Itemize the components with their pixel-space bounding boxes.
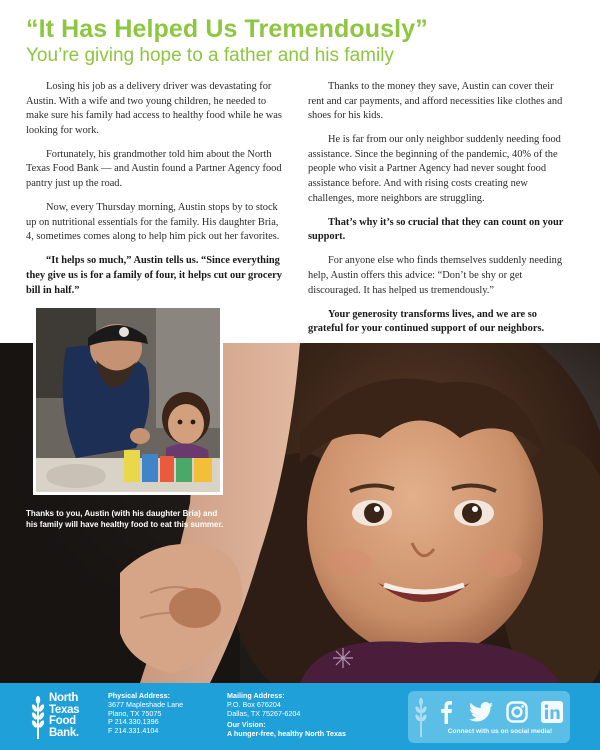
article-paragraph: Fortunately, his grandmother told him about the North Texas Food Bank — and Austin found a Partner Agency food pantry just up the road. <box>26 148 282 190</box>
logo-line: Bank. <box>49 726 79 739</box>
headline: “It Has Helped Us Tremendously” <box>26 15 428 43</box>
father-daughter-illustration <box>36 308 220 492</box>
article-callout: That’s why it’s so crucial that they can count on your support. <box>308 216 564 243</box>
physical-address-label: Physical Address: <box>108 691 171 700</box>
facebook-icon[interactable] <box>434 700 458 724</box>
twitter-icon[interactable] <box>469 700 493 724</box>
mailing-address <box>227 692 377 739</box>
article-column-right <box>308 80 570 346</box>
vision-text: A hunger-free, healthy North Texas <box>227 729 347 739</box>
wheat-watermark-icon <box>412 697 430 737</box>
photo-caption: Thanks to you, Austin (with his daughter Bria) and his family will have healthy food to eat this summer. <box>26 509 224 529</box>
footer <box>0 683 600 750</box>
address-line: P.O. Box 676204 <box>227 699 281 709</box>
article-paragraph: For anyone else who finds themselves suddenly needing help, Austin offers this advice: “Don’t be shy or get discouraged. It has helped us tremendously.” <box>308 255 563 296</box>
fax-number: F 214.331.4104 <box>108 726 159 736</box>
article-closing: Your generosity transforms lives, and we are so grateful for your continued support of our neighbors. <box>308 308 545 335</box>
address-line: Dallas, TX 75267-6204 <box>227 708 301 718</box>
article-paragraph: Losing his job as a delivery driver was devastating for Austin. With a wife and two young children, he needed to make sure his family had access to healthy food while he was looking for work. <box>26 81 282 136</box>
article-paragraph: He is far from our only neighbor suddenly needing food assistance. Since the beginning of the pandemic, 40% of the people who visit a Partner Agency had never sought food assistance before. And with rising costs creating new challenges, more neighbors are struggling. <box>308 134 561 204</box>
logo-line: Texas <box>49 703 80 716</box>
food-bank-logo[interactable] <box>30 693 100 743</box>
vision-label: Our Vision: <box>227 720 266 730</box>
mailing-address-label: Mailing Address: <box>227 691 285 700</box>
article-quote: “It helps so much,” Austin tells us. “Since everything they give us is for a family of four, it helps cut our grocery bill in half.” <box>26 255 282 296</box>
logo-wordmark <box>49 693 79 739</box>
logo-line: North <box>49 692 79 704</box>
inset-photo <box>33 305 223 495</box>
social-icons <box>434 699 564 725</box>
instagram-icon[interactable] <box>505 700 529 724</box>
linkedin-icon[interactable] <box>540 700 564 724</box>
phone-number[interactable]: P 214.330.1396 <box>108 717 159 727</box>
subheadline: You’re giving hope to a father and his family <box>26 45 394 66</box>
article-paragraph: Thanks to the money they save, Austin can cover their rent and car payments, and afford necessities like clothes and shoes for his kids. <box>308 81 563 122</box>
article-paragraph: Now, every Thursday morning, Austin stops by to stock up on nutritional essentials for the family. His daughter Bria, 4, sometimes comes along to help him pick out her favorites. <box>26 202 280 243</box>
physical-address <box>108 692 218 736</box>
address-line: 3677 Mapleshade Lane <box>108 699 184 709</box>
address-line: Plano, TX 75075 <box>108 708 162 718</box>
logo-line: Food <box>49 715 76 727</box>
article-column-left <box>26 80 288 308</box>
social-media-label: Connect with us on social media! <box>447 728 553 735</box>
wheat-icon <box>30 695 46 739</box>
social-media-panel <box>408 691 570 743</box>
